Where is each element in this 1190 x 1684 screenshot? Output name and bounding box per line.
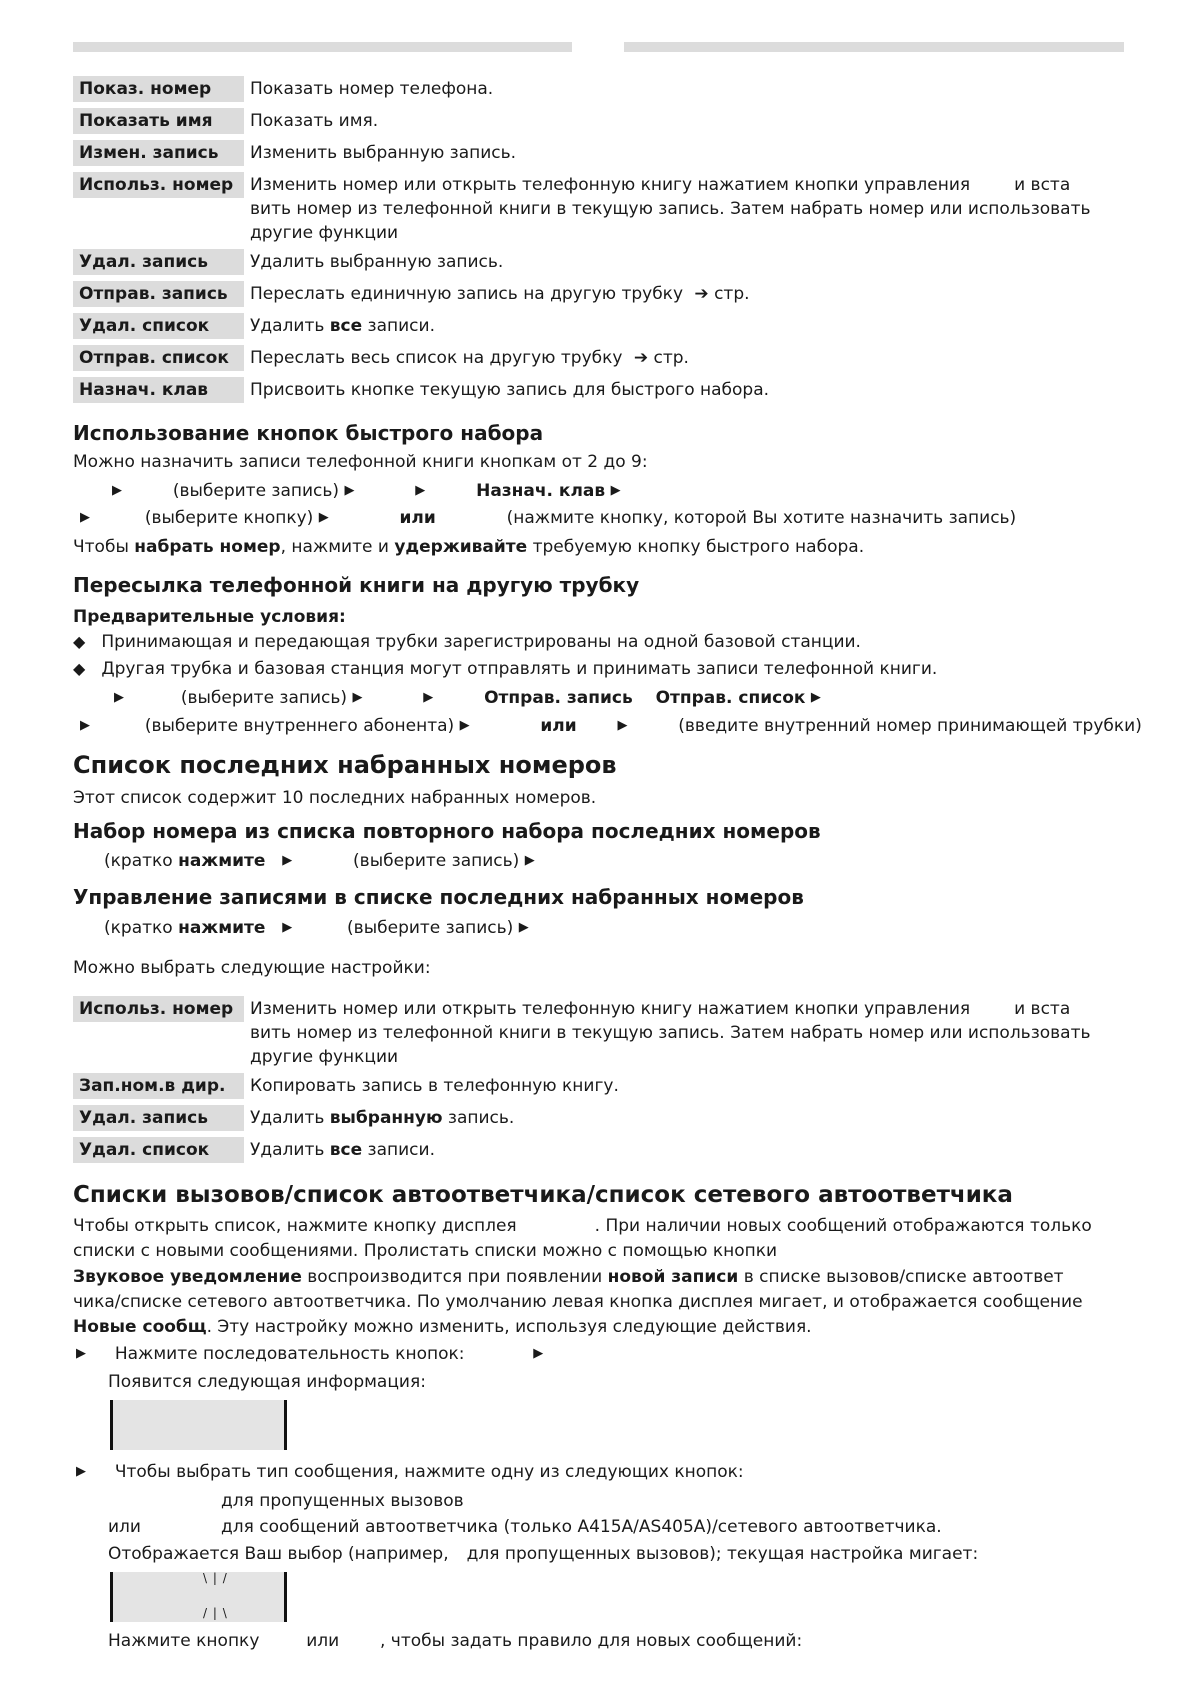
header-bar-right [624,42,1124,52]
paragraph-line [73,1315,1133,1339]
diamond-icon: ◆ [73,659,86,678]
text: Чтобы [73,537,135,557]
step-info: Появится следующая информация: [108,1372,426,1392]
text: , чтобы задать правило для новых сообщений: [379,1631,803,1651]
option-key: Использ. номер [73,996,244,1022]
bullet-text: Принимающая и передающая трубки зарегистрированы на одной базовой станции. [101,632,861,652]
option-key: Отправ. список [73,345,244,371]
diamond-icon: ◆ [73,632,86,651]
display-screen [110,1400,287,1450]
option-key: Зап.ном.в дир. [73,1073,244,1099]
option-value: Изменить выбранную запись. [250,143,517,163]
option-value [250,172,1190,245]
triangle-icon: ▶ [282,853,293,868]
option-value: Показать имя. [250,111,379,131]
or-text: или [108,1517,141,1537]
paragraph-line [73,1265,1133,1289]
step-text: (введите внутренний номер принимающей трубки) [678,716,1142,736]
transfer-step-1 [114,686,821,710]
triangle-icon: ▶ [114,690,124,705]
option-key: Удал. запись [73,1105,244,1131]
option-key: Использ. номер [73,172,244,198]
bold-text: удерживайте [394,537,528,557]
triangle-icon: ▶ [610,483,621,498]
text: , нажмите и [280,537,395,557]
option-value [250,313,1190,338]
triangle-icon: ▶ [80,718,90,733]
option-value-text: Удалить [250,1140,330,1160]
step-text: (выберите внутреннего абонента) [144,716,455,736]
triangle-icon: ▶ [533,1346,544,1361]
instruction-final [108,1629,802,1653]
section-heading-redial: Список последних набранных номеров [73,751,617,779]
triangle-icon: ▶ [76,1346,86,1361]
step-text: (выберите запись) [347,918,514,938]
option-value: Присвоить кнопке текущую запись для быстрого набора. [250,380,770,400]
page-ref: стр. [714,284,750,304]
step-text: Нажмите последовательность кнопок: [114,1344,465,1364]
blink-indicator-icon: \ | / [203,1571,228,1585]
redial-step [104,849,535,873]
text: Нажмите кнопку [108,1631,260,1651]
speed-dial-step-1 [112,479,621,503]
triangle-icon: ▶ [344,483,355,498]
option-key: Назнач. клав [73,377,244,403]
text: Чтобы открыть список, нажмите кнопку дисплея [73,1216,517,1236]
text: воспроизводится при появлении [301,1267,608,1287]
option-value: Удалить выбранную запись. [250,252,504,272]
step-text: Чтобы выбрать тип сообщения, нажмите одну из следующих кнопок: [114,1462,744,1482]
paragraph-line: чика/списке сетевого автоответчика. По умолчанию левая кнопка дисплея мигает, и отображается сообщение [73,1292,1083,1312]
section-heading-call-lists: Списки вызовов/список автоответчика/список сетевого автоответчика [73,1182,1013,1208]
step-text: (нажмите кнопку, которой Вы хотите назначить запись) [506,508,1017,528]
step-text: (выберите запись) [353,851,520,871]
triangle-icon: ▶ [423,690,434,705]
options-intro: Можно выбрать следующие настройки: [73,958,431,978]
option-value-line: вить номер из телефонной книги в текущую запись. Затем набрать номер или использовать [250,1023,1091,1043]
subheading-redial-manage: Управление записями в списке последних набранных номеров [73,885,804,909]
triangle-icon: ▶ [415,483,426,498]
option-value [250,1105,1190,1130]
text: требуемую кнопку быстрого набора. [527,537,865,557]
bold-text: Звуковое уведомление [73,1267,302,1287]
step-text: (кратко [104,851,179,871]
or-text: или [306,1631,340,1651]
speed-dial-step-2 [80,506,1016,530]
option-value-line: другие функции [250,223,399,243]
option-value-text: Переслать единичную запись на другую трубку [250,284,684,304]
page-ref: стр. [653,348,689,368]
step-text: (выберите кнопку) [144,508,314,528]
section-heading-speed-dial: Использование кнопок быстрого набора [73,421,544,445]
triangle-icon: ▶ [76,1464,86,1479]
text: для пропущенных вызовов); текущая настройка мигает: [466,1544,979,1564]
option-key: Показ. номер [73,76,244,102]
instruction-step-1 [76,1342,543,1366]
triangle-icon: ▶ [80,510,90,525]
display-screen-blinking [110,1572,287,1622]
triangle-icon: ▶ [318,510,329,525]
bold-text: нажмите [178,851,266,871]
option-key: Отправ. запись [73,281,244,307]
menu-item-label: Отправ. запись [484,688,633,708]
option-value-text: Удалить [250,316,330,336]
prerequisites-label: Предварительные условия: [73,607,346,627]
option-key: Удал. список [73,1137,244,1163]
option-text: для пропущенных вызовов [221,1491,464,1511]
menu-item-label: Назнач. клав [476,481,606,501]
option-text: для сообщений автоответчика (только A415A/AS405A)/сетевого автоответчика. [221,1517,942,1537]
option-key: Удал. список [73,313,244,339]
step-text: (выберите запись) [180,688,348,708]
redial-manage-step [104,916,529,940]
option-value-text: Удалить [250,1108,330,1128]
option-value [250,996,1190,1069]
arrow-icon: ➔ [633,348,649,368]
option-value-text: записи. [362,316,435,336]
option-value [250,345,1190,370]
subheading-redial-dial: Набор номера из списка повторного набора последних номеров [73,819,821,843]
triangle-icon: ▶ [459,718,470,733]
instruction-step-2 [76,1460,744,1484]
transfer-step-2 [80,714,1142,738]
redial-intro: Этот список содержит 10 последних набранных номеров. [73,788,597,808]
paragraph-line: списки с новыми сообщениями. Пролистать списки можно с помощью кнопки [73,1241,778,1261]
or-text: или [540,716,577,736]
option-value [250,281,1190,306]
triangle-icon: ▶ [617,718,628,733]
option-value [250,1137,1190,1162]
triangle-icon: ▶ [810,690,821,705]
option-value-text: записи. [362,1140,435,1160]
option-value-line: Изменить номер или открыть телефонную книгу нажатием кнопки управления [250,175,971,195]
option-value-line: другие функции [250,1047,399,1067]
option-key: Показать имя [73,108,244,134]
option-value-text: Переслать весь список на другую трубку [250,348,623,368]
step-text: (выберите запись) [172,481,340,501]
text: . При наличии новых сообщений отображаются только [594,1216,1092,1236]
bullet-text: Другая трубка и базовая станция могут отправлять и принимать записи телефонной книги. [101,659,938,679]
option-value-line: и вста [1014,175,1071,195]
triangle-icon: ▶ [524,853,535,868]
speed-dial-note [73,535,1133,559]
bold-text: нажмите [178,918,266,938]
text: . Эту настройку можно изменить, используя следующие действия. [206,1317,812,1337]
section-heading-transfer: Пересылка телефонной книги на другую трубку [73,573,640,597]
speed-dial-intro: Можно назначить записи телефонной книги кнопкам от 2 до 9: [73,452,648,472]
text: Отображается Ваш выбор (например, [108,1544,449,1564]
arrow-icon: ➔ [694,284,709,304]
triangle-icon: ▶ [282,920,293,935]
triangle-icon: ▶ [112,483,122,498]
option-key: Удал. запись [73,249,244,275]
option-value-bold: все [329,1140,363,1160]
bullet-item [73,630,1133,654]
option-key: Измен. запись [73,140,244,166]
menu-item-label: Отправ. список [655,688,806,708]
option-value-bold: все [329,316,363,336]
triangle-icon: ▶ [352,690,363,705]
bold-text: Новые сообщ [73,1317,207,1337]
triangle-icon: ▶ [518,920,529,935]
option-value-text: запись. [442,1108,515,1128]
paragraph-line [73,1214,1133,1238]
selection-shown-text [108,1542,978,1566]
text: в списке вызовов/списке автоответ [738,1267,1064,1287]
bold-text: новой записи [607,1267,739,1287]
option-value-bold: выбранную [329,1108,443,1128]
option-value: Копировать запись в телефонную книгу. [250,1076,619,1096]
bullet-item [73,657,1133,681]
option-value: Показать номер телефона. [250,79,494,99]
option-value-line: и вста [1014,999,1071,1019]
blink-indicator-icon: / | \ [203,1606,228,1620]
step-text: (кратко [104,918,179,938]
option-value-line: вить номер из телефонной книги в текущую запись. Затем набрать номер или использовать [250,199,1091,219]
option-value-line: Изменить номер или открыть телефонную книгу нажатием кнопки управления [250,999,971,1019]
or-text: или [399,508,436,528]
bold-text: набрать номер [134,537,281,557]
header-bar-left [73,42,572,52]
